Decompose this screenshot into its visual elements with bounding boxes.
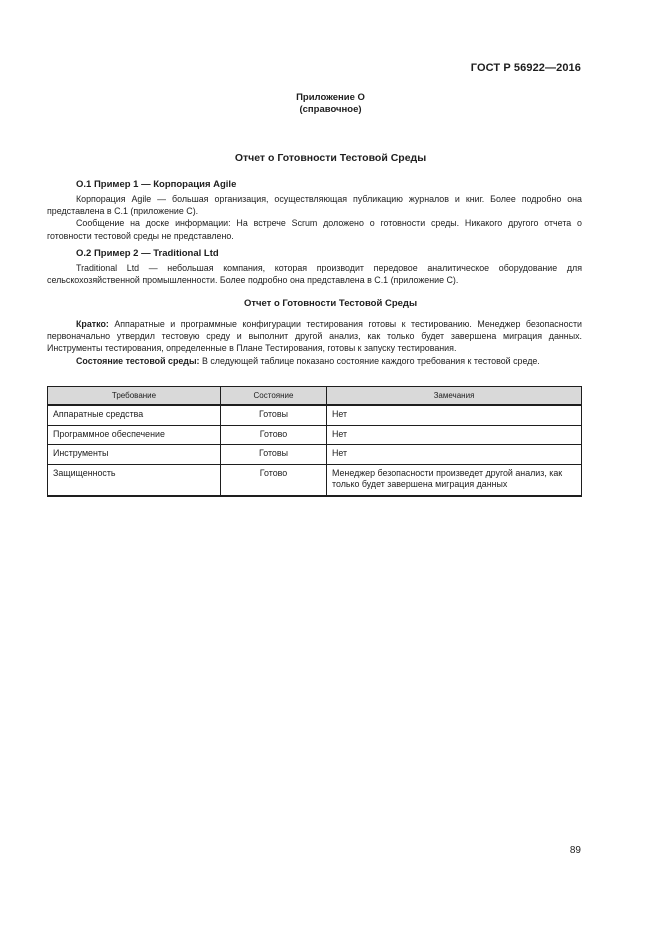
- section-1-body: [47, 193, 582, 242]
- cell-remarks: Нет: [327, 445, 582, 465]
- table-row: [48, 425, 582, 445]
- summary-text: Аппаратные и программные конфигурации тестирования готовы к тестированию. Менеджер безопасности первоначально утвердил тестовую среду и выполнит другой анализ, как только будет завершена миграция данных. Инструменты тестирования, определенные в Плане Тестирования, готовы к запуску тестирования.: [47, 319, 582, 354]
- page-number: 89: [569, 845, 581, 856]
- cell-requirement: Программное обеспечение: [48, 425, 221, 445]
- header-requirement: Требование: [48, 387, 221, 406]
- cell-requirement: Защищенность: [48, 464, 221, 496]
- cell-state: Готово: [221, 425, 327, 445]
- annex-title: Приложение О: [296, 92, 365, 103]
- cell-requirement: Аппаратные средства: [48, 405, 221, 425]
- table-header-row: [48, 387, 582, 406]
- section-1-heading: О.1 Пример 1 — Корпорация Agile: [76, 179, 237, 190]
- annex-subtitle: (справочное): [299, 104, 362, 115]
- report-title: Отчет о Готовности Тестовой Среды: [243, 298, 418, 309]
- table-row: [48, 405, 582, 425]
- state-label: Состояние тестовой среды:: [76, 355, 200, 366]
- header-state: Состояние: [221, 387, 327, 406]
- section-2-paragraph-1: Traditional Ltd — небольшая компания, которая производит передовое аналитическое оборудование для сельскохозяйственной промышленности. Более подробно она представлена в С.1 (приложение С).: [47, 263, 582, 286]
- section-2-heading: О.2 Пример 2 — Traditional Ltd: [76, 248, 219, 259]
- cell-state: Готовы: [221, 445, 327, 465]
- standard-designation: ГОСТ Р 56922—2016: [470, 62, 581, 74]
- cell-remarks: Менеджер безопасности произведет другой анализ, как только будет завершена миграция данных: [327, 464, 582, 496]
- report-body: [47, 318, 582, 367]
- table-row: [48, 445, 582, 465]
- cell-remarks: Нет: [327, 405, 582, 425]
- cell-requirement: Инструменты: [48, 445, 221, 465]
- cell-state: Готовы: [221, 405, 327, 425]
- summary-paragraph: [47, 318, 582, 355]
- section-1-paragraph-1: Корпорация Agile — большая организация, осуществляющая публикацию журналов и книг. Более подробно она представлена в С.1 (приложение С).: [47, 194, 582, 217]
- state-paragraph: [47, 355, 582, 367]
- main-title: Отчет о Готовности Тестовой Среды: [234, 152, 427, 164]
- section-2-body: [47, 262, 582, 286]
- table-row: [48, 464, 582, 496]
- header-remarks: Замечания: [327, 387, 582, 406]
- state-text: В следующей таблице показано состояние каждого требования к тестовой среде.: [199, 355, 540, 366]
- section-1-paragraph-2: Сообщение на доске информации: На встрече Scrum доложено о готовности среды. Никакого другого отчета о готовности тестовой среды не представлено.: [47, 218, 582, 241]
- summary-label: Кратко:: [76, 319, 109, 329]
- cell-remarks: Нет: [327, 425, 582, 445]
- environment-status-table: [47, 386, 582, 497]
- cell-state: Готово: [221, 464, 327, 496]
